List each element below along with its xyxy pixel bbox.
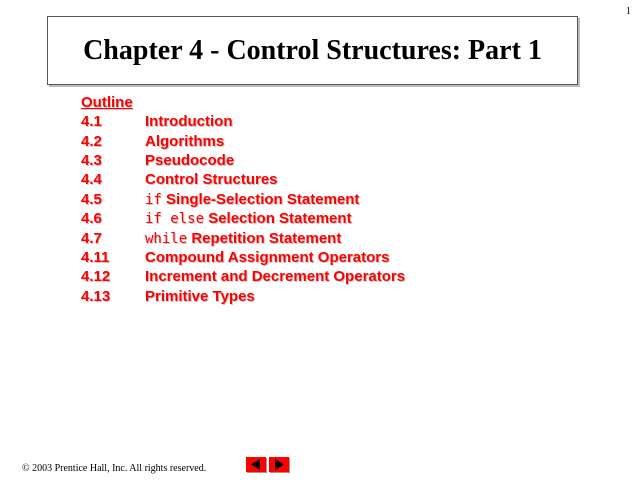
outline-item-text-wrap <box>145 191 359 208</box>
outline-item-text: Primitive Types <box>145 287 255 305</box>
outline-item-number: 4.1 <box>81 113 102 131</box>
outline-item <box>81 228 405 247</box>
outline-item-number: 4.11 <box>81 248 110 266</box>
outline <box>81 94 405 306</box>
outline-item-text-wrap <box>145 210 352 227</box>
outline-item-number: 4.5 <box>81 190 102 208</box>
outline-item-code: if else <box>145 211 205 228</box>
outline-item <box>81 151 405 170</box>
outline-item <box>81 267 405 286</box>
outline-item-number: 4.12 <box>81 268 111 286</box>
outline-item-text: Compound Assignment Operators <box>145 248 390 266</box>
outline-heading: Outline <box>81 94 133 111</box>
outline-item-text-wrap <box>145 230 341 247</box>
outline-item-text: Selection Statement <box>208 210 352 228</box>
slide-number: 1 <box>626 6 631 17</box>
outline-item-number: 4.13 <box>81 287 111 305</box>
outline-item-text: Increment and Decrement Operators <box>145 268 406 286</box>
outline-item-text: Control Structures <box>145 171 278 189</box>
outline-item <box>81 170 405 189</box>
outline-item-number: 4.7 <box>81 229 102 247</box>
previous-slide-button[interactable] <box>246 457 266 472</box>
outline-item-number: 4.3 <box>81 151 102 169</box>
outline-item <box>81 287 405 306</box>
outline-item-number: 4.4 <box>81 171 102 189</box>
outline-item <box>81 209 405 228</box>
outline-item-code: while <box>145 230 188 247</box>
outline-item-number: 4.2 <box>81 132 102 150</box>
outline-item <box>81 131 405 150</box>
outline-item <box>81 248 405 267</box>
outline-item <box>81 112 405 131</box>
outline-item-text: Pseudocode <box>145 151 235 169</box>
triangle-right-icon <box>269 457 289 472</box>
title-box <box>47 16 578 85</box>
outline-item-text: Introduction <box>145 113 233 131</box>
slide-navigation <box>246 457 289 472</box>
copyright-footer: © 2003 Prentice Hall, Inc. All rights reserved. <box>22 463 207 474</box>
outline-item-text: Single-Selection Statement <box>166 190 360 208</box>
outline-item-text: Repetition Statement <box>191 229 342 247</box>
outline-item <box>81 190 405 209</box>
outline-item-code: if <box>145 191 162 208</box>
next-slide-button[interactable] <box>269 457 289 472</box>
slide-title: Chapter 4 - Control Structures: Part 1 <box>83 34 542 66</box>
outline-item-number: 4.6 <box>81 210 102 228</box>
triangle-left-icon <box>246 457 266 472</box>
outline-item-text: Algorithms <box>145 132 225 150</box>
